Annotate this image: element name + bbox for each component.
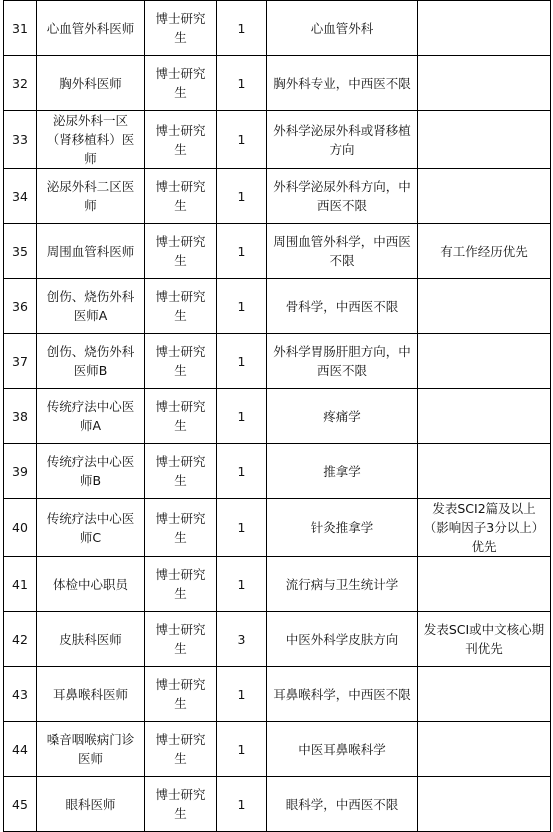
major-cell: 外科学泌尿外科或肾移植方向	[267, 111, 418, 169]
headcount-cell: 1	[217, 444, 267, 499]
major-cell: 疼痛学	[267, 389, 418, 444]
row-number-cell: 45	[4, 777, 37, 832]
major-cell: 周围血管外科学，中西医不限	[267, 224, 418, 279]
table-row	[4, 56, 551, 111]
row-number-cell: 41	[4, 557, 37, 612]
note-cell	[418, 334, 551, 389]
position-cell: 创伤、烧伤外科医师B	[37, 334, 145, 389]
position-cell: 传统疗法中心医师B	[37, 444, 145, 499]
row-number-cell: 32	[4, 56, 37, 111]
note-cell	[418, 279, 551, 334]
headcount-cell: 1	[217, 777, 267, 832]
education-cell: 博士研究生	[145, 777, 217, 832]
major-cell: 中医耳鼻喉科学	[267, 722, 418, 777]
table-row	[4, 612, 551, 667]
note-cell	[418, 667, 551, 722]
row-number-cell: 31	[4, 1, 37, 56]
education-cell: 博士研究生	[145, 56, 217, 111]
note-cell	[418, 777, 551, 832]
table-row	[4, 499, 551, 557]
headcount-cell: 1	[217, 557, 267, 612]
table-row	[4, 444, 551, 499]
education-cell: 博士研究生	[145, 224, 217, 279]
note-cell	[418, 111, 551, 169]
row-number-cell: 40	[4, 499, 37, 557]
table-row	[4, 111, 551, 169]
education-cell: 博士研究生	[145, 557, 217, 612]
row-number-cell: 38	[4, 389, 37, 444]
row-number-cell: 33	[4, 111, 37, 169]
position-cell: 传统疗法中心医师C	[37, 499, 145, 557]
position-cell: 传统疗法中心医师A	[37, 389, 145, 444]
education-cell: 博士研究生	[145, 722, 217, 777]
table-row	[4, 224, 551, 279]
row-number-cell: 44	[4, 722, 37, 777]
note-cell: 发表SCI2篇及以上（影响因子3分以上）优先	[418, 499, 551, 557]
note-cell	[418, 722, 551, 777]
table-row	[4, 169, 551, 224]
major-cell: 流行病与卫生统计学	[267, 557, 418, 612]
education-cell: 博士研究生	[145, 612, 217, 667]
note-cell	[418, 389, 551, 444]
table-row	[4, 279, 551, 334]
major-cell: 外科学泌尿外科方向，中西医不限	[267, 169, 418, 224]
position-cell: 嗓音咽喉病门诊医师	[37, 722, 145, 777]
recruitment-table	[3, 0, 551, 832]
education-cell: 博士研究生	[145, 667, 217, 722]
table-row	[4, 334, 551, 389]
note-cell	[418, 169, 551, 224]
table-row	[4, 1, 551, 56]
position-cell: 体检中心职员	[37, 557, 145, 612]
table-row	[4, 722, 551, 777]
education-cell: 博士研究生	[145, 499, 217, 557]
row-number-cell: 35	[4, 224, 37, 279]
education-cell: 博士研究生	[145, 389, 217, 444]
headcount-cell: 1	[217, 56, 267, 111]
position-cell: 眼科医师	[37, 777, 145, 832]
note-cell	[418, 557, 551, 612]
row-number-cell: 34	[4, 169, 37, 224]
note-cell	[418, 444, 551, 499]
position-cell: 泌尿外科一区（肾移植科）医师	[37, 111, 145, 169]
education-cell: 博士研究生	[145, 169, 217, 224]
position-cell: 创伤、烧伤外科医师A	[37, 279, 145, 334]
education-cell: 博士研究生	[145, 111, 217, 169]
headcount-cell: 3	[217, 612, 267, 667]
education-cell: 博士研究生	[145, 1, 217, 56]
major-cell: 针灸推拿学	[267, 499, 418, 557]
table-row	[4, 667, 551, 722]
headcount-cell: 1	[217, 279, 267, 334]
headcount-cell: 1	[217, 1, 267, 56]
headcount-cell: 1	[217, 111, 267, 169]
headcount-cell: 1	[217, 334, 267, 389]
position-cell: 泌尿外科二区医师	[37, 169, 145, 224]
major-cell: 中医外科学皮肤方向	[267, 612, 418, 667]
position-cell: 周围血管科医师	[37, 224, 145, 279]
headcount-cell: 1	[217, 224, 267, 279]
major-cell: 心血管外科	[267, 1, 418, 56]
education-cell: 博士研究生	[145, 444, 217, 499]
headcount-cell: 1	[217, 169, 267, 224]
note-cell	[418, 56, 551, 111]
position-cell: 耳鼻喉科医师	[37, 667, 145, 722]
position-cell: 心血管外科医师	[37, 1, 145, 56]
major-cell: 推拿学	[267, 444, 418, 499]
headcount-cell: 1	[217, 499, 267, 557]
note-cell: 发表SCI或中文核心期刊优先	[418, 612, 551, 667]
major-cell: 耳鼻喉科学，中西医不限	[267, 667, 418, 722]
major-cell: 骨科学，中西医不限	[267, 279, 418, 334]
headcount-cell: 1	[217, 667, 267, 722]
row-number-cell: 37	[4, 334, 37, 389]
row-number-cell: 39	[4, 444, 37, 499]
headcount-cell: 1	[217, 722, 267, 777]
major-cell: 胸外科专业，中西医不限	[267, 56, 418, 111]
row-number-cell: 42	[4, 612, 37, 667]
note-cell	[418, 1, 551, 56]
position-cell: 皮肤科医师	[37, 612, 145, 667]
headcount-cell: 1	[217, 389, 267, 444]
note-cell: 有工作经历优先	[418, 224, 551, 279]
position-cell: 胸外科医师	[37, 56, 145, 111]
row-number-cell: 36	[4, 279, 37, 334]
education-cell: 博士研究生	[145, 334, 217, 389]
table-body	[4, 1, 551, 832]
major-cell: 外科学胃肠肝胆方向，中西医不限	[267, 334, 418, 389]
major-cell: 眼科学，中西医不限	[267, 777, 418, 832]
table-row	[4, 389, 551, 444]
table-row	[4, 777, 551, 832]
table-row	[4, 557, 551, 612]
row-number-cell: 43	[4, 667, 37, 722]
education-cell: 博士研究生	[145, 279, 217, 334]
